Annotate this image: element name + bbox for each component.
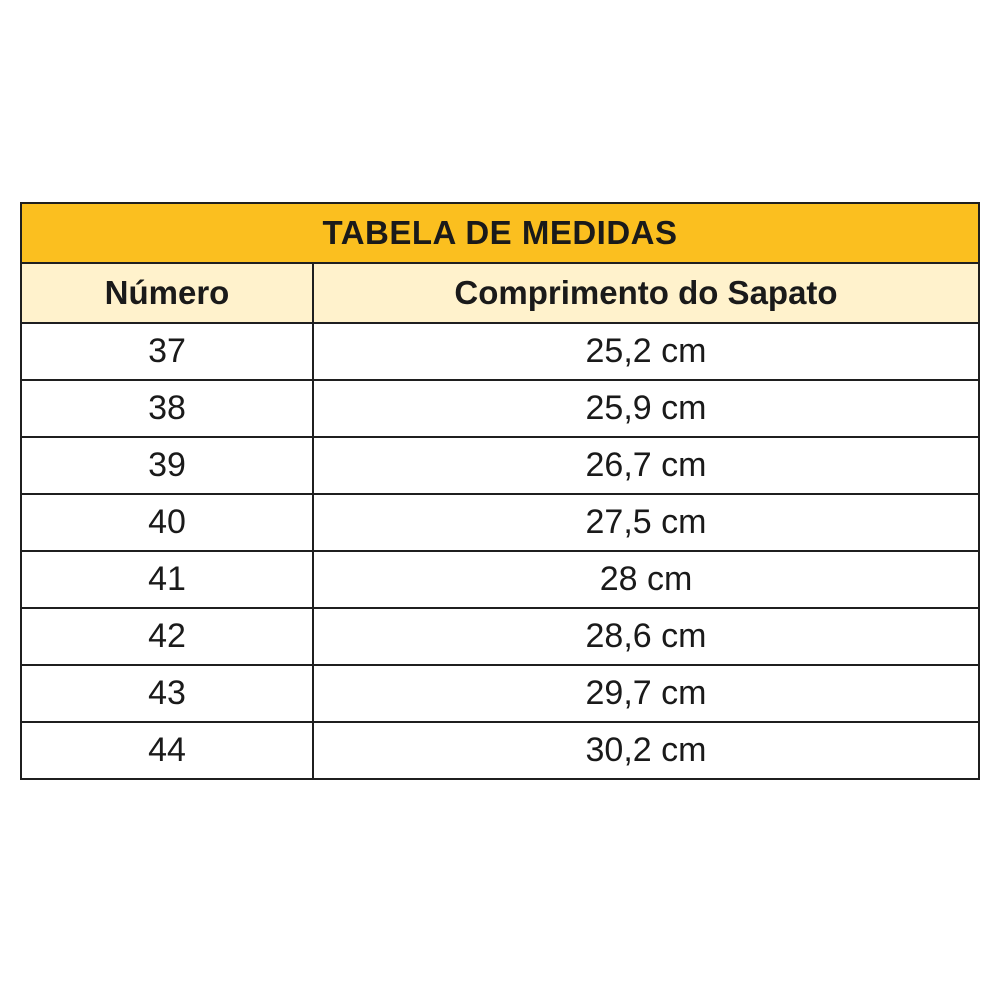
size-number-cell: 37	[21, 323, 313, 380]
table-title: TABELA DE MEDIDAS	[21, 203, 979, 263]
table-row	[21, 551, 979, 608]
table-row	[21, 722, 979, 779]
table-row	[21, 494, 979, 551]
shoe-length-cell: 28 cm	[313, 551, 979, 608]
table-title-row	[21, 203, 979, 263]
table-header-row	[21, 263, 979, 323]
size-number-cell: 39	[21, 437, 313, 494]
size-number-cell: 42	[21, 608, 313, 665]
shoe-length-cell: 30,2 cm	[313, 722, 979, 779]
size-number-cell: 44	[21, 722, 313, 779]
table-row	[21, 380, 979, 437]
size-chart-table	[20, 202, 980, 780]
size-number-cell: 40	[21, 494, 313, 551]
size-number-cell: 43	[21, 665, 313, 722]
table-row	[21, 608, 979, 665]
shoe-length-cell: 28,6 cm	[313, 608, 979, 665]
shoe-length-cell: 29,7 cm	[313, 665, 979, 722]
column-header-number: Número	[21, 263, 313, 323]
shoe-length-cell: 25,9 cm	[313, 380, 979, 437]
table-row	[21, 323, 979, 380]
table-row	[21, 665, 979, 722]
size-number-cell: 41	[21, 551, 313, 608]
shoe-length-cell: 25,2 cm	[313, 323, 979, 380]
shoe-length-cell: 27,5 cm	[313, 494, 979, 551]
table-row	[21, 437, 979, 494]
shoe-length-cell: 26,7 cm	[313, 437, 979, 494]
size-number-cell: 38	[21, 380, 313, 437]
column-header-length: Comprimento do Sapato	[313, 263, 979, 323]
